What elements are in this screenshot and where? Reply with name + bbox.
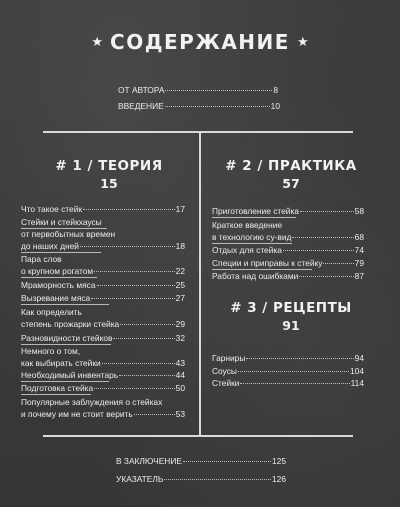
dot-leader [120,324,174,325]
dot-leader [183,461,271,462]
toc-entry-label: в технологию су-вид [212,232,292,242]
toc-entry-label: Отдых для стейка [212,245,282,255]
toc-entry-intro-preface[interactable] [118,101,280,112]
dot-leader [164,479,271,480]
divider [212,217,296,218]
dot-leader [299,276,353,277]
dot-leader [113,338,174,339]
toc-entry-line[interactable]: Краткое введение [212,220,283,230]
toc-entry-label: как выбирать стейки [21,358,101,368]
dot-leader [246,358,353,359]
toc-entry[interactable] [212,366,364,377]
toc-entry-label: степень прожарки стейка [21,319,120,329]
toc-entry-label: УКАЗАТЕЛЬ [116,474,164,484]
toc-entry[interactable] [21,383,185,394]
toc-entry-page: 22 [175,266,185,276]
dot-leader [119,375,175,376]
toc-title [0,30,400,66]
toc-entry-page: 104 [350,366,364,376]
dot-leader [94,271,175,272]
dot-leader [134,414,175,415]
toc-entry[interactable] [21,241,185,252]
toc-entry-outro-conclusion[interactable] [116,456,286,467]
toc-entry[interactable] [21,319,185,330]
toc-entry-label: В ЗАКЛЮЧЕНИЕ [116,456,182,466]
page-title: СОДЕРЖАНИЕ [110,30,290,54]
toc-entry[interactable] [21,266,185,277]
toc-entry-label: Подготовка стейка [21,383,94,393]
divider-center [199,131,201,435]
dot-leader [165,106,270,107]
dot-leader [165,90,272,91]
dot-leader [80,246,175,247]
divider [21,344,111,345]
toc-entry-label: о крупном рогатом [21,266,94,276]
divider [212,269,312,270]
toc-entry-line[interactable]: Как определить [21,307,82,317]
toc-entry[interactable] [21,358,185,369]
toc-entry-page: 10 [270,101,280,111]
toc-entry-page: 27 [175,293,185,303]
dot-leader [238,371,349,372]
toc-entry[interactable] [212,378,364,389]
section-page-recipes: 91 [282,318,300,333]
toc-entry[interactable] [212,271,364,282]
toc-entry[interactable] [21,409,185,420]
toc-entry-intro-author[interactable] [118,85,278,96]
toc-entry-label: ОТ АВТОРА [118,85,165,95]
divider [21,394,91,395]
toc-entry[interactable] [212,258,364,269]
toc-entry[interactable] [212,232,364,243]
toc-entry-label: Гарниры [212,353,246,363]
toc-entry-label: Необходимый инвентарь [21,370,119,380]
toc-entry-page: 44 [175,370,185,380]
toc-entry-label: Приготовление стейка [212,206,299,216]
toc-entry-label: ВВЕДЕНИЕ [118,101,164,111]
toc-entry-label: Разновидности стейков [21,333,113,343]
dot-leader [300,211,354,212]
section-heading-recipes: # 3 / РЕЦЕПТЫ [230,300,352,316]
divider [212,243,292,244]
divider [21,304,109,305]
toc-entry-label: Вызревание мяса [21,293,91,303]
toc-entry-label: Что такое стейк [21,204,83,214]
toc-entry-label: Соусы [212,366,237,376]
toc-entry-line[interactable]: Стейки и стейкхаусы [21,217,102,227]
section-heading-practice: # 2 / ПРАКТИКА [225,158,357,174]
toc-entry-label: до наших дней [21,241,79,251]
toc-entry-page: 126 [272,474,286,484]
toc-entry-page: 32 [175,333,185,343]
toc-entry-line[interactable]: Популярные заблуждения о стейках [21,397,163,407]
toc-entry-page: 87 [354,271,364,281]
toc-entry[interactable] [21,293,185,304]
dot-leader [94,388,174,389]
toc-entry-line[interactable]: Немного о том, [21,346,81,356]
toc-entry[interactable] [212,353,364,364]
toc-entry-page: 94 [354,353,364,363]
toc-entry-page: 79 [354,258,364,268]
toc-entry[interactable] [21,370,185,381]
toc-entry-page: 114 [350,378,364,388]
toc-entry-line[interactable]: Пара слов [21,254,62,264]
divider-top [43,131,353,133]
toc-entry-outro-index[interactable] [116,474,286,485]
divider [21,381,109,382]
toc-entry-page: 53 [175,409,185,419]
toc-entry[interactable] [21,333,185,344]
dot-leader [91,298,174,299]
divider [21,277,97,278]
dot-leader [102,363,175,364]
toc-entry-page: 29 [175,319,185,329]
section-heading-theory: # 1 / ТЕОРИЯ [55,158,163,174]
dot-leader [97,285,175,286]
toc-entry[interactable] [212,245,364,256]
dot-leader [323,263,353,264]
divider [21,252,101,253]
star-icon: ★ [296,34,309,49]
toc-entry-label: Работа над ошибками [212,271,299,281]
toc-entry-page: 8 [273,85,278,95]
toc-entry-label: Специи и приправы к стейку [212,258,323,268]
toc-entry[interactable] [21,204,185,215]
star-icon: ★ [91,34,104,49]
dot-leader [240,383,349,384]
toc-entry-label: и почему им не стоит верить [21,409,133,419]
dot-leader [292,237,353,238]
dot-leader [283,250,354,251]
toc-entry-line[interactable]: от первобытных времен [21,229,116,239]
divider-bottom [43,435,353,437]
toc-entry-label: Мраморность мяса [21,280,96,290]
dot-leader [83,209,175,210]
toc-entry-page: 68 [354,232,364,242]
section-page-theory: 15 [100,176,118,191]
toc-entry-label: Стейки [212,378,240,388]
toc-entry-page: 74 [354,245,364,255]
toc-entry[interactable] [21,280,185,291]
toc-entry[interactable] [212,206,364,217]
toc-entry-page: 43 [175,358,185,368]
toc-entry-page: 125 [272,456,286,466]
toc-entry-page: 50 [175,383,185,393]
toc-entry-page: 18 [175,241,185,251]
toc-entry-page: 25 [175,280,185,290]
toc-entry-page: 58 [354,206,364,216]
toc-entry-page: 17 [175,204,185,214]
section-page-practice: 57 [282,176,300,191]
